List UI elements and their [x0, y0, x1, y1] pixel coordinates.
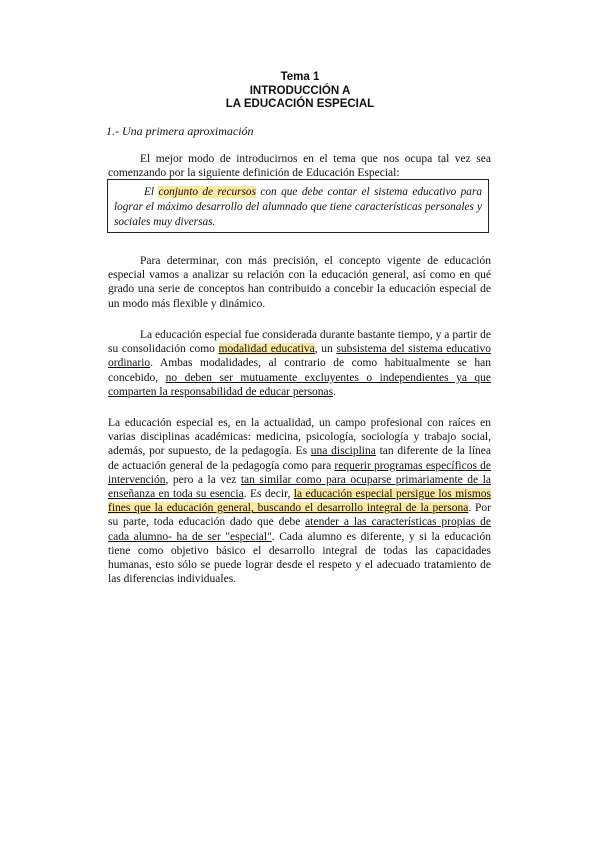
underline-caracteristicas-alumno: atender a las características propias de cada alumno- ha de ser "especial"	[108, 516, 492, 543]
underline-tan-similar: tan similar como para ocuparse primariamente de la enseñanza en toda su esencia	[108, 473, 491, 501]
paragraph-2: Para determinar, con más precisión, el concepto vigente de educación especial vamos a analizar su relación con la educación general, así como en qué grado una serie de conceptos han contribuido a concebir la educación especial de un modo más flexible y dinámico.	[108, 255, 491, 310]
underline-no-excluyentes: no deben ser mutuamente excluyentes o independientes ya que comparten la responsabilidad de educar personas	[108, 371, 491, 398]
title-line-1: INTRODUCCIÓN A	[249, 85, 351, 97]
paragraph-4: La educación especial es, en la actualidad, un campo profesional con raíces en varias disciplinas académicas: medicina, psicología, sociología y trabajo social, además, por supuesto, de la pedagogía. Es una disciplina tan diferente de la línea de actuación general de la pedagogía como para requerir programas específicos de intervención, pero a la vez tan similar como para ocuparse primariamente de la enseñanza en toda su esencia. Es decir, la educación especial persigue los mismos fines que la educación general, buscando el desarrollo integral de la persona. Por su parte, toda educación dado que debe atender a las características propias de cada alumno- ha de ser "especial". Cada alumno es diferente, y si la educación tiene como objetivo básico el desarrollo integral de todas las capacidades humanas, esto sólo se puede lograr desde el respeto y el adecuado tratamiento de las diferencias individuales.	[108, 417, 492, 586]
highlight-mismos-fines: la educación especial persigue los mismos fines que la educación general, buscando el desarrollo integral de la persona	[108, 488, 492, 515]
highlight-modalidad-educativa: modalidad educativa	[218, 343, 315, 356]
intro-paragraph: El mejor modo de introducirnos en el tema que nos ocupa tal vez sea comenzando por la siguiente definición de Educación Especial:	[108, 153, 491, 180]
underline-una-disciplina: una disciplina	[310, 445, 376, 458]
paragraph-3: La educación especial fue considerada durante bastante tiempo, y a partir de su consolidación como modalidad educativa, un subsistema del sistema educativo ordinario. Ambas modalidades, al contrario de como habitualmente se han concebido, no deben ser mutuamente excluyentes o independientes ya que comparten la responsabilidad de educar personas.	[108, 329, 492, 398]
highlight-conjunto-recursos: conjunto de recursos	[158, 186, 256, 198]
definition-box	[107, 179, 489, 233]
definition-text: El conjunto de recursos con que debe contar el sistema educativo para lograr el máximo desarrollo del alumnado que tiene características personales y sociales muy diversas.	[114, 186, 482, 228]
underline-programas-especificos: requerir programas específicos de intervención	[108, 459, 492, 486]
underline-subsistema: subsistema del sistema educativo ordinario	[108, 343, 492, 370]
tema-label: Tema 1	[280, 71, 320, 83]
section-heading: 1.- Una primera aproximación	[106, 124, 254, 138]
title-line-2: LA EDUCACIÓN ESPECIAL	[225, 98, 375, 110]
